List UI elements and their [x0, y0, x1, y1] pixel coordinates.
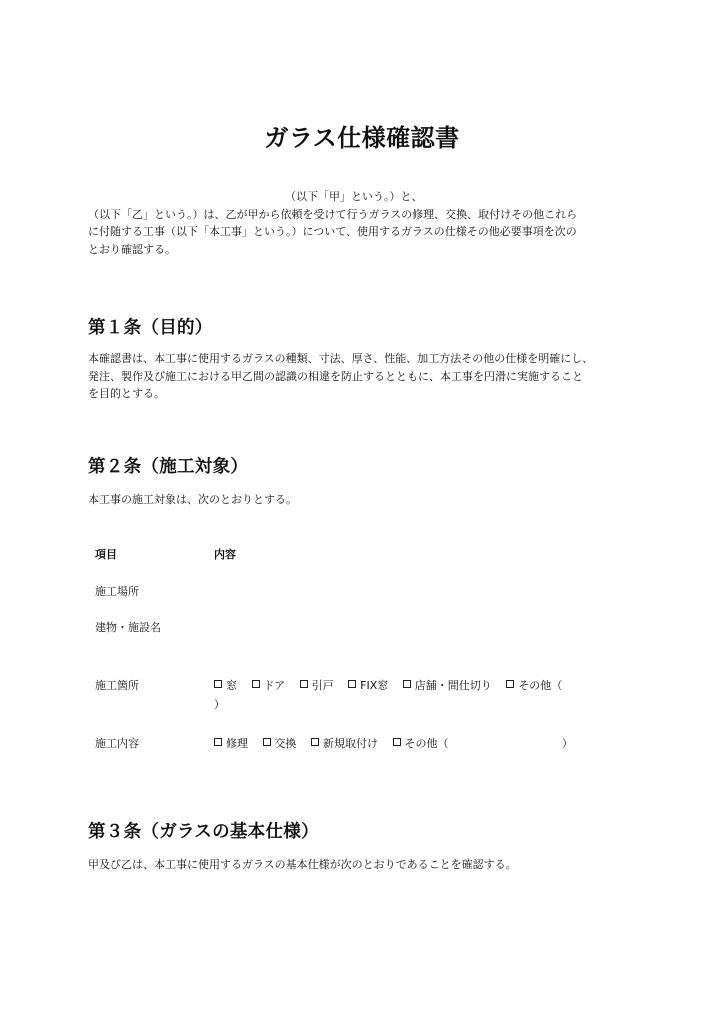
work-other-close: ） [562, 737, 573, 750]
checkbox-icon [214, 680, 222, 688]
work-options [214, 735, 460, 751]
table-header-content: 内容 [214, 548, 236, 561]
intro-line: （以下「乙」という。）は、乙が甲から依頼を受けて行うガラスの修理、交換、取付けその他これら [88, 207, 578, 221]
checkbox-option-new-install[interactable]: 新規取付け [311, 735, 378, 751]
table-row-building-label: 建物・施設名 [95, 621, 161, 634]
article3-text: 甲及び乙は、本工事に使用するガラスの基本仕様が次のとおりであることを確認する。 [88, 858, 517, 871]
checkbox-option-sliding-door[interactable]: 引戸 [300, 677, 334, 693]
article1-paragraph [88, 350, 658, 403]
article1-line: 本確認書は、本工事に使用するガラスの種類、寸法、厚さ、性能、加工方法その他の仕様を明確にし、 [88, 352, 594, 365]
checkbox-icon [300, 680, 308, 688]
article2-text: 本工事の施工対象は、次のとおりとする。 [88, 493, 297, 506]
checkbox-icon [214, 738, 222, 746]
checkbox-option-fix-window[interactable]: FIX窓 [348, 677, 388, 693]
document-title: ガラス仕様確認書 [264, 124, 460, 152]
article1-line: を目的とする。 [88, 387, 165, 400]
checkbox-icon [403, 680, 411, 688]
table-row-site-label: 施工場所 [95, 585, 139, 598]
table-row-location-label: 施工箇所 [95, 679, 139, 692]
intro-line: に付随する工事（以下「本工事」という。）について、使用するガラスの仕様その他必要事項を次の [88, 225, 577, 238]
checkbox-option-other[interactable]: その他（ [506, 677, 562, 693]
checkbox-option-window[interactable]: 窓 [214, 677, 237, 693]
intro-line: （以下「甲」という。）と、 [285, 190, 423, 203]
checkbox-option-store-partition[interactable]: 店舗・間仕切り [403, 677, 492, 693]
location-other-close: ） [214, 698, 225, 711]
article2-heading: 第２条（施工対象） [88, 457, 249, 477]
intro-paragraph [88, 188, 648, 258]
intro-line: とおり確認する。 [88, 242, 176, 256]
checkbox-icon [506, 680, 514, 688]
checkbox-option-door[interactable]: ドア [252, 677, 286, 693]
checkbox-icon [348, 680, 356, 688]
checkbox-icon [263, 738, 271, 746]
checkbox-icon [252, 680, 260, 688]
checkbox-icon [393, 738, 401, 746]
checkbox-option-repair[interactable]: 修理 [214, 735, 248, 751]
checkbox-option-work-other[interactable]: その他（ [393, 735, 449, 751]
article3-heading: 第３条（ガラスの基本仕様） [88, 822, 319, 842]
table-header-item: 項目 [95, 548, 117, 561]
checkbox-icon [311, 738, 319, 746]
checkbox-option-replace[interactable]: 交換 [263, 735, 297, 751]
location-options [214, 677, 573, 693]
article1-line: 発注、製作及び施工における甲乙間の認識の相違を防止するとともに、本工事を円滑に実施すること [88, 369, 583, 383]
article1-heading: 第１条（目的） [88, 318, 213, 338]
table-row-work-label: 施工内容 [95, 737, 139, 750]
